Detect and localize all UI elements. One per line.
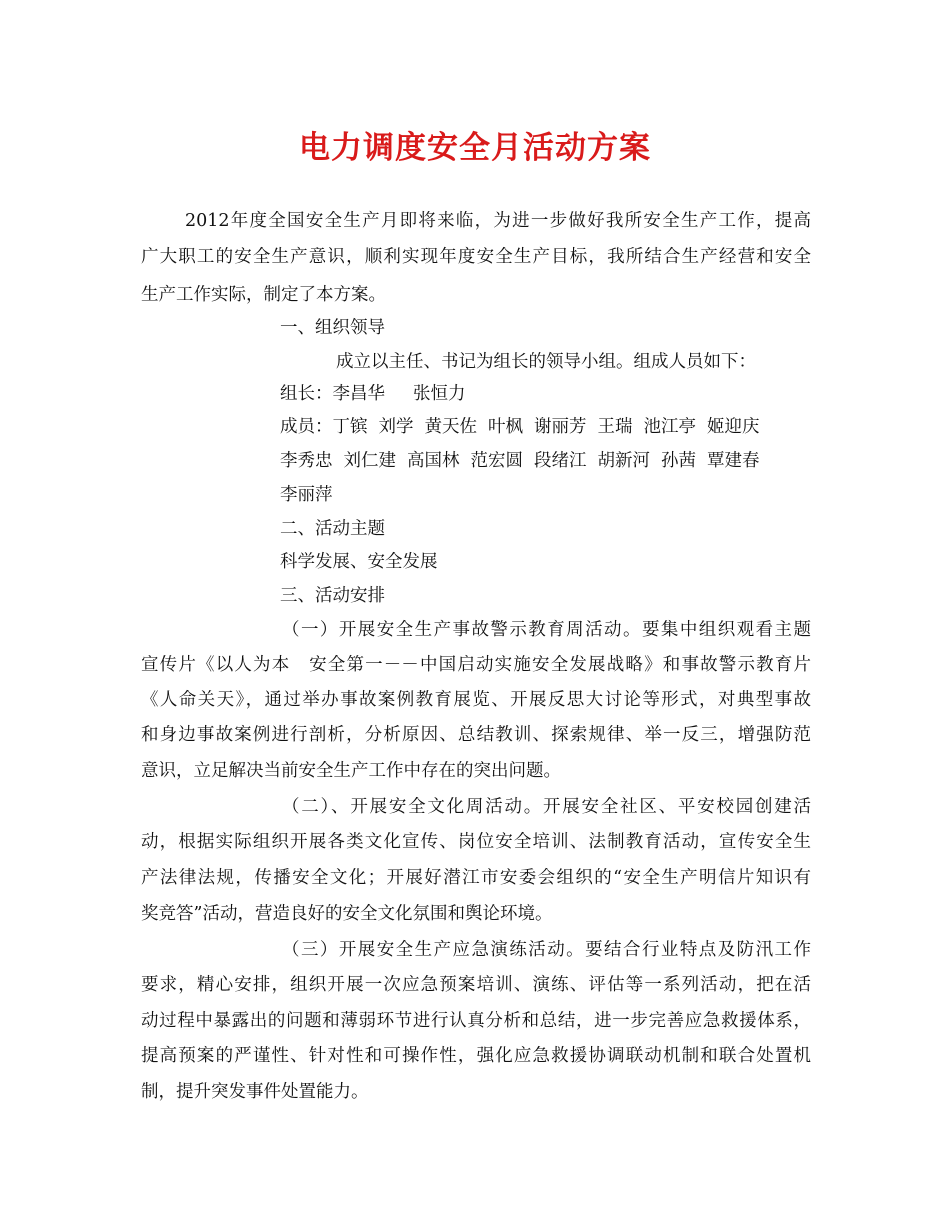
leader-name: 张恒力 <box>413 384 466 404</box>
member-name: 王瑞 <box>597 417 633 437</box>
intro-line-1: 2012年度全国安全生产月即将来临，为进一步做好我所安全生产工作，提高 <box>185 211 811 231</box>
section-3-heading: 三、活动安排 <box>280 586 385 606</box>
item-1-line-4: 和身边事故案例进行剖析，分析原因、总结教训、探索规律、举一反三，增强防范 <box>141 725 811 745</box>
section-1-text: 成立以主任、书记为组长的领导小组。组成人员如下： <box>336 352 756 372</box>
item-2-line-2: 动，根据实际组织开展各类文化宣传、岗位安全培训、法制教育活动，宣传安全生 <box>141 832 811 852</box>
member-name: 叶枫 <box>488 417 523 437</box>
intro-line-2: 广大职工的安全生产意识，顺利实现年度安全生产目标，我所结合生产经营和安全 <box>141 247 811 267</box>
member-name: 谢丽芳 <box>534 417 587 437</box>
member-name: 刘仁建 <box>343 451 396 471</box>
document-title: 电力调度安全月活动方案 <box>299 130 651 166</box>
member-name: 姬迎庆 <box>707 417 760 437</box>
member-name: 李丽萍 <box>280 485 333 505</box>
member-name: 孙茜 <box>661 451 696 471</box>
member-name: 范宏圆 <box>470 451 523 471</box>
leader-name: 李昌华 <box>332 384 385 404</box>
section-1-heading: 一、组织领导 <box>280 318 385 338</box>
item-3-line-4: 提高预案的严谨性、针对性和可操作性，强化应急救援协调联动机制和联合处置机 <box>141 1046 811 1066</box>
item-3-line-5: 制，提升突发事件处置能力。 <box>141 1082 369 1102</box>
member-name: 李秀忠 <box>280 451 333 471</box>
member-name: 刘学 <box>378 417 414 437</box>
item-1-line-1: （一）开展安全生产事故警示教育周活动。要集中组织观看主题 <box>282 620 811 640</box>
section-2-text: 科学发展、安全发展 <box>280 552 438 572</box>
member-name: 覃建春 <box>707 451 760 471</box>
intro-line-3: 生产工作实际，制定了本方案。 <box>141 285 386 305</box>
item-1-line-2: 宣传片《以人为本 安全第一－－中国启动实施安全发展战略》和事故警示教育片 <box>141 655 811 675</box>
member-name: 高国林 <box>407 451 460 471</box>
member-name: 胡新河 <box>597 451 650 471</box>
item-3-line-2: 要求，精心安排，组织开展一次应急预案培训、演练、评估等一系列活动，把在活 <box>141 975 811 995</box>
item-1-line-5: 意识，立足解决当前安全生产工作中存在的突出问题。 <box>141 761 561 781</box>
item-1-line-3: 《人命关天》，通过举办事故案例教育展览、开展反思大讨论等形式，对典型事故 <box>141 690 811 710</box>
item-2-line-4: 奖竞答”活动，营造良好的安全文化氛围和舆论环境。 <box>141 904 553 924</box>
member-name: 丁镔 <box>332 417 368 437</box>
members-line-2 <box>280 449 771 473</box>
item-3-line-3: 动过程中暴露出的问题和薄弱环节进行认真分析和总结，进一步完善应急救援体系， <box>141 1011 811 1031</box>
member-name: 段绪江 <box>534 451 587 471</box>
section-2-heading: 二、活动主题 <box>280 519 385 539</box>
item-2-line-1: （二）、开展安全文化周活动。开展安全社区、平安校园创建活 <box>282 797 811 817</box>
members-line-3 <box>280 483 333 507</box>
members-label: 成员： <box>280 417 333 437</box>
leader-label: 组长： <box>280 384 333 404</box>
member-name: 池江亭 <box>643 417 696 437</box>
leaders-line <box>280 382 466 406</box>
item-3-line-1: （三）开展安全生产应急演练活动。要结合行业特点及防汛工作 <box>282 940 811 960</box>
item-2-line-3: 产法律法规，传播安全文化；开展好潜江市安委会组织的“安全生产明信片知识有 <box>141 868 811 888</box>
members-line-1 <box>280 415 771 439</box>
member-name: 黄天佐 <box>424 417 477 437</box>
